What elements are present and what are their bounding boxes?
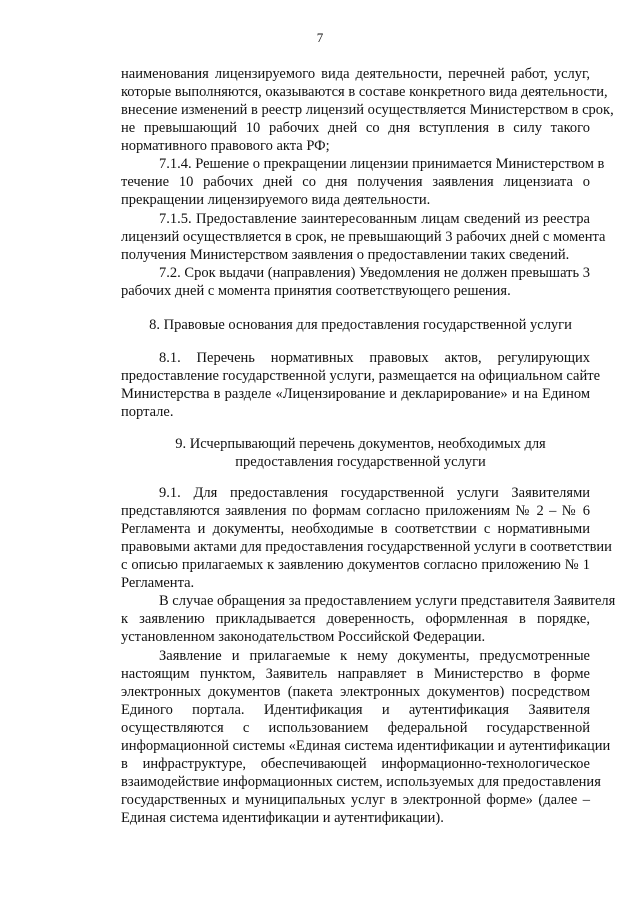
text-line: 7.1.5. Предоставление заинтересованным лицам сведений из реестра (159, 211, 590, 227)
text-line: в инфраструктуре, обеспечивающей информационно-технологическое (121, 756, 590, 772)
text-line: 7.1.4. Решение о прекращении лицензии принимается Министерством в (159, 156, 605, 172)
text-line: взаимодействие информационных систем, используемых для предоставления (121, 774, 601, 790)
text-line: 8.1. Перечень нормативных правовых актов, регулирующих (159, 350, 590, 366)
text-line: не превышающий 10 рабочих дней со дня вступления в силу такого (121, 120, 590, 136)
text-line: течение 10 рабочих дней со дня получения заявления лицензиата о (121, 174, 590, 190)
text-line: лицензий осуществляется в срок, не превышающий 3 рабочих дней с момента (121, 229, 606, 245)
text-line: к заявлению прикладывается доверенность, оформленная в порядке, (121, 611, 590, 627)
text-line: наименования лицензируемого вида деятельности, перечней работ, услуг, (121, 66, 590, 82)
text-line: Заявление и прилагаемые к нему документы, предусмотренные (159, 648, 590, 664)
text-line: получения Министерством заявления о предоставлении таких сведений. (121, 247, 570, 263)
text-line: портале. (121, 404, 174, 420)
text-line: Единого портала. Идентификация и аутентификация Заявителя (121, 702, 590, 718)
text-line: электронных документов (пакета электронных документов) посредством (121, 684, 590, 700)
text-line: правовыми актами для предоставления государственной услуги в соответствии (121, 539, 612, 555)
text-line: рабочих дней с момента принятия соответствующего решения. (121, 283, 511, 299)
text-line: В случае обращения за предоставлением услуги представителя Заявителя (159, 593, 616, 609)
text-line: осуществляются с использованием федеральной государственной (121, 720, 590, 736)
text-line: внесение изменений в реестр лицензий осуществляется Министерством в срок, (121, 102, 614, 118)
text-line: представляются заявления по формам согласно приложениям № 2 – № 6 (121, 503, 590, 519)
text-line: настоящим пунктом, Заявитель направляет в Министерство в форме (121, 666, 590, 682)
text-line: с описью прилагаемых к заявлению документов согласно приложению № 1 (121, 557, 590, 573)
page-number: 7 (316, 30, 324, 45)
text-line: нормативного правового акта РФ; (121, 138, 330, 154)
section-heading: предоставления государственной услуги (235, 454, 486, 470)
text-line: 9.1. Для предоставления государственной услуги Заявителями (159, 485, 590, 501)
text-line: установленном законодательством Российской Федерации. (121, 629, 486, 645)
text-line: прекращении лицензируемого вида деятельности. (121, 192, 431, 208)
text-line: предоставление государственной услуги, размещается на официальном сайте (121, 368, 601, 384)
text-line: 7.2. Срок выдачи (направления) Уведомления не должен превышать 3 (159, 265, 590, 281)
text-line: Регламента и документы, необходимые в соответствии с нормативными (121, 521, 590, 537)
text-line: государственных и муниципальных услуг в электронной форме» (далее – (121, 792, 590, 808)
section-heading: 9. Исчерпывающий перечень документов, необходимых для (175, 436, 546, 452)
text-line: Министерства в разделе «Лицензирование и декларирование» и на Едином (121, 386, 590, 402)
section-heading: 8. Правовые основания для предоставления государственной услуги (149, 317, 572, 333)
text-line: информационной системы «Единая система идентификации и аутентификации (121, 738, 611, 754)
text-line: Единая система идентификации и аутентификации). (121, 810, 444, 826)
text-line: Регламента. (121, 575, 195, 591)
text-line: которые выполняются, оказываются в составе конкретного вида деятельности, (121, 84, 608, 100)
